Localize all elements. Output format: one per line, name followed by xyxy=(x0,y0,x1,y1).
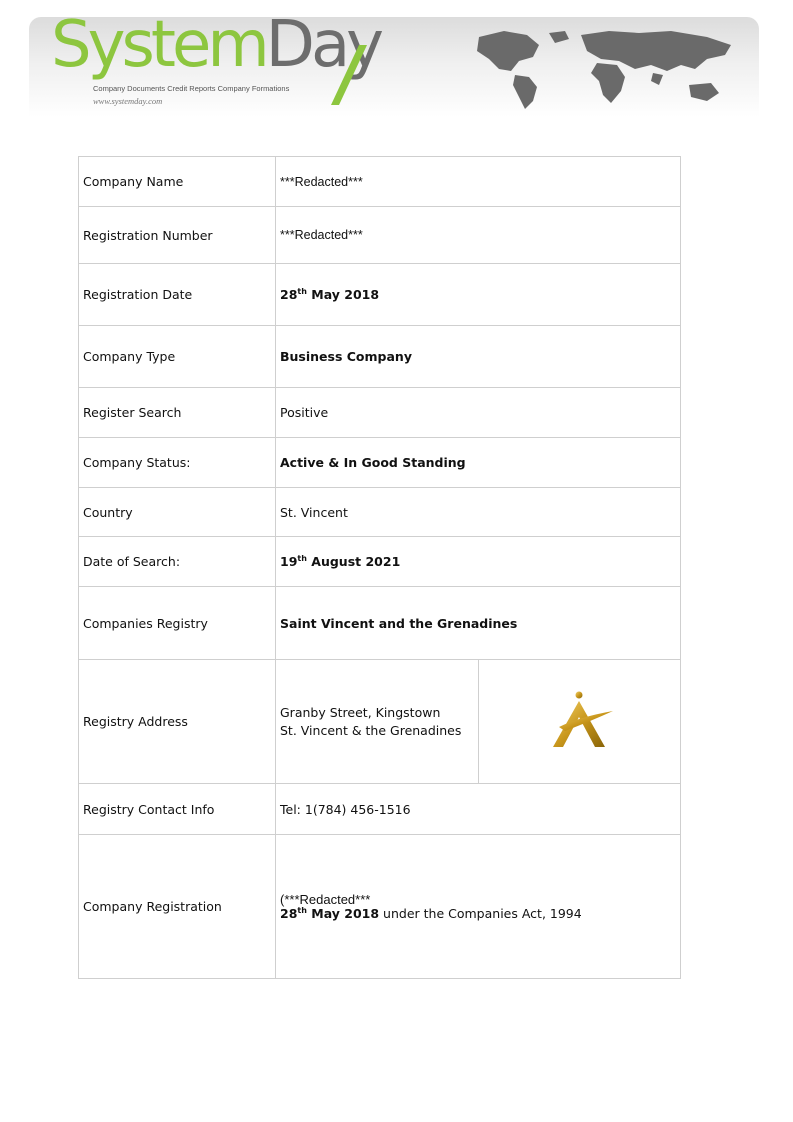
header-banner xyxy=(29,17,759,117)
company-registration-day: 28 xyxy=(280,905,298,921)
table-row-registry-address xyxy=(79,660,681,784)
label-register-search: Register Search xyxy=(79,388,276,438)
date-of-search-rest: August 2021 xyxy=(306,554,401,569)
registration-date-suffix: th xyxy=(297,286,307,296)
value-companies-registry: Saint Vincent and the Grenadines xyxy=(276,587,681,660)
company-registration-tail: under the Companies Act, 1994 xyxy=(379,905,582,921)
value-company-type: Business Company xyxy=(276,326,681,388)
value-company-name: ***Redacted*** xyxy=(276,157,681,207)
registry-seal-icon xyxy=(539,685,619,755)
value-country: St. Vincent xyxy=(276,488,681,537)
registry-address-line2: St. Vincent & the Grenadines xyxy=(280,722,462,738)
label-company-name: Company Name xyxy=(79,157,276,207)
value-registration-number: ***Redacted*** xyxy=(276,207,681,264)
label-registry-contact: Registry Contact Info xyxy=(79,784,276,835)
value-registry-contact: Tel: 1(784) 456-1516 xyxy=(276,784,681,835)
date-of-search-suffix: th xyxy=(297,553,307,563)
value-company-registration xyxy=(276,835,681,979)
label-registry-address: Registry Address xyxy=(79,660,276,784)
registry-seal-cell xyxy=(478,660,681,784)
company-registration-date-rest: May 2018 xyxy=(306,905,380,921)
table-row-registration-date xyxy=(79,264,681,326)
registration-date-rest: May 2018 xyxy=(306,287,380,302)
brand-website: www.systemday.com xyxy=(93,96,163,106)
table-row-companies-registry xyxy=(79,587,681,660)
value-company-status: Active & In Good Standing xyxy=(276,438,681,488)
table-row-registry-contact xyxy=(79,784,681,835)
value-date-of-search xyxy=(276,537,681,587)
label-companies-registry: Companies Registry xyxy=(79,587,276,660)
company-registration-line1: (***Redacted*** xyxy=(280,891,371,907)
table-row-company-registration xyxy=(79,835,681,979)
registry-address-line1: Granby Street, Kingstown xyxy=(280,704,441,720)
table-row-registration-number xyxy=(79,207,681,264)
table-row-country xyxy=(79,488,681,537)
logo-swoosh-icon xyxy=(329,45,369,105)
company-info-table xyxy=(78,156,681,979)
table-row-company-status xyxy=(79,438,681,488)
registration-date-day: 28 xyxy=(280,287,298,302)
brand-name-system: System xyxy=(51,17,266,82)
label-company-type: Company Type xyxy=(79,326,276,388)
label-company-registration: Company Registration xyxy=(79,835,276,979)
value-registration-date xyxy=(276,264,681,326)
table-row-company-type xyxy=(79,326,681,388)
company-registration-line2 xyxy=(280,907,676,921)
label-company-status: Company Status: xyxy=(79,438,276,488)
label-registration-date: Registration Date xyxy=(79,264,276,326)
brand-tagline: Company Documents Credit Reports Company Formations xyxy=(93,84,290,93)
label-country: Country xyxy=(79,488,276,537)
value-registry-address xyxy=(276,660,479,784)
world-map-icon xyxy=(449,25,749,111)
brand-name-day: Day xyxy=(265,17,381,82)
label-registration-number: Registration Number xyxy=(79,207,276,264)
table-row-date-of-search xyxy=(79,537,681,587)
date-of-search-day: 19 xyxy=(280,554,298,569)
label-date-of-search: Date of Search: xyxy=(79,537,276,587)
company-registration-suffix: th xyxy=(297,905,307,915)
value-register-search: Positive xyxy=(276,388,681,438)
table-row-company-name xyxy=(79,157,681,207)
table-row-register-search xyxy=(79,388,681,438)
